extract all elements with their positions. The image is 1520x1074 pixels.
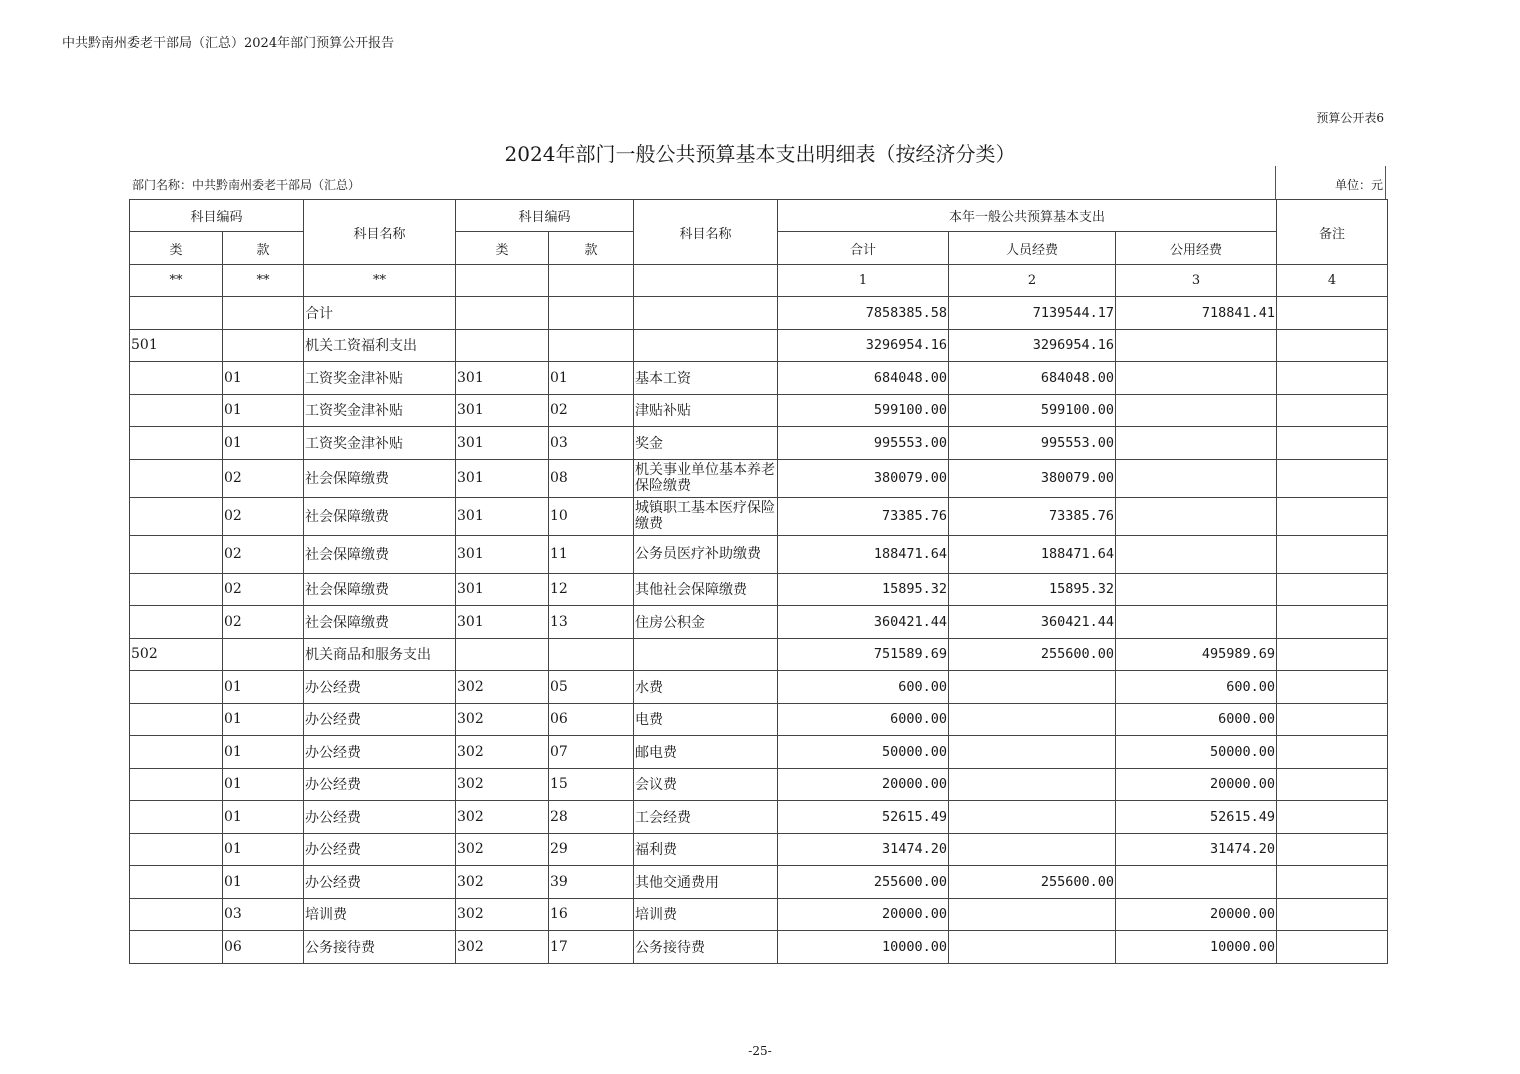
row-lei bbox=[130, 898, 223, 931]
row-econ-kuan: 15 bbox=[549, 768, 634, 801]
table-row bbox=[130, 606, 1388, 639]
row-lei bbox=[130, 866, 223, 899]
row-total: 73385.76 bbox=[778, 497, 949, 535]
row-econ-lei bbox=[456, 638, 549, 671]
row-econ-kuan: 05 bbox=[549, 671, 634, 704]
row-kuan: 01 bbox=[223, 703, 304, 736]
table-row bbox=[130, 671, 1388, 704]
row-lei bbox=[130, 931, 223, 964]
row-total: 20000.00 bbox=[778, 898, 949, 931]
row-kuan: 01 bbox=[223, 394, 304, 427]
row-econ-kuan: 16 bbox=[549, 898, 634, 931]
row-econ-lei: 302 bbox=[456, 833, 549, 866]
index-row bbox=[130, 265, 1388, 297]
table-row bbox=[130, 459, 1388, 497]
index-cell: 2 bbox=[949, 265, 1116, 297]
row-lei bbox=[130, 459, 223, 497]
row-personnel bbox=[949, 671, 1116, 704]
row-kuan: 02 bbox=[223, 459, 304, 497]
row-lei bbox=[130, 703, 223, 736]
row-total: 599100.00 bbox=[778, 394, 949, 427]
row-econ-lei: 301 bbox=[456, 497, 549, 535]
index-cell: ** bbox=[223, 265, 304, 297]
row-econ-lei: 302 bbox=[456, 703, 549, 736]
header-code-group-1: 科目编码 bbox=[130, 200, 304, 232]
header-total: 合计 bbox=[778, 232, 949, 265]
row-personnel bbox=[949, 703, 1116, 736]
row-subject-name: 公务接待费 bbox=[304, 931, 456, 964]
row-econ-kuan: 12 bbox=[549, 573, 634, 606]
index-cell bbox=[634, 265, 778, 297]
row-remark bbox=[1277, 427, 1388, 460]
row-econ-kuan: 10 bbox=[549, 497, 634, 535]
row-total: 600.00 bbox=[778, 671, 949, 704]
row-subject-name: 工资奖金津补贴 bbox=[304, 394, 456, 427]
row-public bbox=[1116, 606, 1277, 639]
row-subject-name: 社会保障缴费 bbox=[304, 573, 456, 606]
table-row bbox=[130, 703, 1388, 736]
row-total: 188471.64 bbox=[778, 535, 949, 573]
row-econ-kuan bbox=[549, 329, 634, 362]
row-econ-lei: 302 bbox=[456, 801, 549, 834]
table-row bbox=[130, 931, 1388, 964]
row-kuan: 02 bbox=[223, 497, 304, 535]
row-lei bbox=[130, 427, 223, 460]
row-remark bbox=[1277, 535, 1388, 573]
row-econ-name: 其他社会保障缴费 bbox=[634, 573, 778, 606]
row-total: 52615.49 bbox=[778, 801, 949, 834]
row-subject-name: 培训费 bbox=[304, 898, 456, 931]
table-row bbox=[130, 801, 1388, 834]
row-public bbox=[1116, 535, 1277, 573]
row-total: 15895.32 bbox=[778, 573, 949, 606]
row-subject-name: 办公经费 bbox=[304, 801, 456, 834]
row-personnel bbox=[949, 931, 1116, 964]
row-public: 52615.49 bbox=[1116, 801, 1277, 834]
row-public bbox=[1116, 497, 1277, 535]
row-lei bbox=[130, 768, 223, 801]
row-personnel: 360421.44 bbox=[949, 606, 1116, 639]
index-cell: 1 bbox=[778, 265, 949, 297]
table-row bbox=[130, 394, 1388, 427]
row-remark bbox=[1277, 898, 1388, 931]
row-econ-kuan: 39 bbox=[549, 866, 634, 899]
row-lei bbox=[130, 606, 223, 639]
row-remark bbox=[1277, 671, 1388, 704]
row-kuan: 02 bbox=[223, 606, 304, 639]
row-econ-name: 福利费 bbox=[634, 833, 778, 866]
row-public: 20000.00 bbox=[1116, 898, 1277, 931]
row-total: 995553.00 bbox=[778, 427, 949, 460]
row-personnel bbox=[949, 768, 1116, 801]
row-kuan: 01 bbox=[223, 833, 304, 866]
row-econ-lei: 301 bbox=[456, 459, 549, 497]
row-public: 20000.00 bbox=[1116, 768, 1277, 801]
row-lei bbox=[130, 297, 223, 330]
row-public bbox=[1116, 329, 1277, 362]
row-remark bbox=[1277, 638, 1388, 671]
row-public: 50000.00 bbox=[1116, 736, 1277, 769]
index-cell: 4 bbox=[1277, 265, 1388, 297]
index-cell: 3 bbox=[1116, 265, 1277, 297]
row-kuan: 01 bbox=[223, 671, 304, 704]
row-public: 31474.20 bbox=[1116, 833, 1277, 866]
row-econ-kuan: 17 bbox=[549, 931, 634, 964]
page-title: 2024年部门一般公共预算基本支出明细表（按经济分类） bbox=[504, 142, 1016, 166]
row-econ-kuan: 29 bbox=[549, 833, 634, 866]
row-econ-name: 电费 bbox=[634, 703, 778, 736]
table-row bbox=[130, 329, 1388, 362]
row-personnel: 73385.76 bbox=[949, 497, 1116, 535]
row-subject-name: 工资奖金津补贴 bbox=[304, 427, 456, 460]
row-remark bbox=[1277, 459, 1388, 497]
row-total: 255600.00 bbox=[778, 866, 949, 899]
table-row bbox=[130, 427, 1388, 460]
index-cell bbox=[549, 265, 634, 297]
row-lei bbox=[130, 535, 223, 573]
row-econ-name: 公务接待费 bbox=[634, 931, 778, 964]
row-public bbox=[1116, 866, 1277, 899]
row-public: 600.00 bbox=[1116, 671, 1277, 704]
header-kuan-2: 款 bbox=[549, 232, 634, 265]
row-lei: 501 bbox=[130, 329, 223, 362]
row-lei bbox=[130, 833, 223, 866]
row-kuan bbox=[223, 329, 304, 362]
row-lei bbox=[130, 671, 223, 704]
row-subject-name: 社会保障缴费 bbox=[304, 459, 456, 497]
unit-label: 单位：元 bbox=[1334, 178, 1383, 192]
row-econ-name: 公务员医疗补助缴费 bbox=[634, 535, 778, 573]
row-remark bbox=[1277, 736, 1388, 769]
row-econ-name: 其他交通费用 bbox=[634, 866, 778, 899]
row-public bbox=[1116, 427, 1277, 460]
table-row bbox=[130, 297, 1388, 330]
row-econ-name: 培训费 bbox=[634, 898, 778, 931]
table-row bbox=[130, 497, 1388, 535]
row-econ-kuan: 02 bbox=[549, 394, 634, 427]
row-econ-name: 住房公积金 bbox=[634, 606, 778, 639]
row-total: 751589.69 bbox=[778, 638, 949, 671]
row-kuan: 01 bbox=[223, 362, 304, 395]
table-row bbox=[130, 638, 1388, 671]
table-body bbox=[130, 200, 1388, 964]
row-econ-kuan: 03 bbox=[549, 427, 634, 460]
index-cell: ** bbox=[304, 265, 456, 297]
header-remark: 备注 bbox=[1277, 200, 1388, 265]
row-public bbox=[1116, 459, 1277, 497]
table-row bbox=[130, 736, 1388, 769]
row-subject-name: 工资奖金津补贴 bbox=[304, 362, 456, 395]
row-personnel: 995553.00 bbox=[949, 427, 1116, 460]
row-econ-lei: 301 bbox=[456, 606, 549, 639]
row-econ-kuan bbox=[549, 297, 634, 330]
row-econ-kuan: 01 bbox=[549, 362, 634, 395]
row-econ-name: 城镇职工基本医疗保险缴费 bbox=[634, 497, 778, 535]
row-personnel: 255600.00 bbox=[949, 866, 1116, 899]
header-row-1 bbox=[130, 200, 1388, 232]
row-remark bbox=[1277, 394, 1388, 427]
row-econ-lei: 302 bbox=[456, 898, 549, 931]
row-econ-name bbox=[634, 329, 778, 362]
row-subject-name: 社会保障缴费 bbox=[304, 606, 456, 639]
row-total: 31474.20 bbox=[778, 833, 949, 866]
row-lei bbox=[130, 736, 223, 769]
header-personnel: 人员经费 bbox=[949, 232, 1116, 265]
row-econ-name: 基本工资 bbox=[634, 362, 778, 395]
row-kuan: 01 bbox=[223, 768, 304, 801]
row-subject-name: 办公经费 bbox=[304, 833, 456, 866]
index-cell: ** bbox=[130, 265, 223, 297]
running-header: 中共黔南州委老干部局（汇总）2024年部门预算公开报告 bbox=[62, 36, 395, 51]
row-econ-kuan bbox=[549, 638, 634, 671]
row-econ-kuan: 07 bbox=[549, 736, 634, 769]
row-personnel: 15895.32 bbox=[949, 573, 1116, 606]
expenditure-table bbox=[129, 199, 1388, 964]
row-remark bbox=[1277, 833, 1388, 866]
table-row bbox=[130, 768, 1388, 801]
row-subject-name: 办公经费 bbox=[304, 736, 456, 769]
row-econ-lei bbox=[456, 297, 549, 330]
row-remark bbox=[1277, 703, 1388, 736]
row-subject-name: 办公经费 bbox=[304, 703, 456, 736]
row-remark bbox=[1277, 573, 1388, 606]
row-total: 360421.44 bbox=[778, 606, 949, 639]
row-subject-name: 社会保障缴费 bbox=[304, 497, 456, 535]
row-kuan: 01 bbox=[223, 427, 304, 460]
row-personnel: 188471.64 bbox=[949, 535, 1116, 573]
row-econ-lei: 301 bbox=[456, 362, 549, 395]
row-personnel: 684048.00 bbox=[949, 362, 1116, 395]
row-econ-name bbox=[634, 638, 778, 671]
row-econ-kuan: 13 bbox=[549, 606, 634, 639]
header-lei-2: 类 bbox=[456, 232, 549, 265]
row-remark bbox=[1277, 497, 1388, 535]
row-econ-lei: 301 bbox=[456, 573, 549, 606]
row-econ-name: 机关事业单位基本养老保险缴费 bbox=[634, 459, 778, 497]
row-econ-kuan: 28 bbox=[549, 801, 634, 834]
row-econ-name: 工会经费 bbox=[634, 801, 778, 834]
row-kuan: 06 bbox=[223, 931, 304, 964]
row-total: 7858385.58 bbox=[778, 297, 949, 330]
header-name-2: 科目名称 bbox=[634, 200, 778, 265]
department-name: 部门名称：中共黔南州委老干部局（汇总） bbox=[132, 178, 361, 192]
row-econ-lei: 302 bbox=[456, 736, 549, 769]
row-econ-kuan: 08 bbox=[549, 459, 634, 497]
header-lei-1: 类 bbox=[130, 232, 223, 265]
row-personnel bbox=[949, 801, 1116, 834]
row-total: 10000.00 bbox=[778, 931, 949, 964]
index-cell bbox=[456, 265, 549, 297]
row-econ-name: 奖金 bbox=[634, 427, 778, 460]
row-public bbox=[1116, 394, 1277, 427]
row-total: 3296954.16 bbox=[778, 329, 949, 362]
row-econ-lei: 301 bbox=[456, 427, 549, 460]
row-personnel bbox=[949, 833, 1116, 866]
header-name-1: 科目名称 bbox=[304, 200, 456, 265]
row-remark bbox=[1277, 329, 1388, 362]
row-econ-name: 津贴补贴 bbox=[634, 394, 778, 427]
row-personnel bbox=[949, 736, 1116, 769]
row-lei bbox=[130, 573, 223, 606]
row-total: 50000.00 bbox=[778, 736, 949, 769]
header-code-group-2: 科目编码 bbox=[456, 200, 634, 232]
row-kuan: 02 bbox=[223, 573, 304, 606]
row-public: 10000.00 bbox=[1116, 931, 1277, 964]
row-subject-name: 合计 bbox=[304, 297, 456, 330]
row-econ-name: 会议费 bbox=[634, 768, 778, 801]
row-econ-kuan: 11 bbox=[549, 535, 634, 573]
row-remark bbox=[1277, 931, 1388, 964]
row-lei bbox=[130, 497, 223, 535]
row-public bbox=[1116, 362, 1277, 395]
table-row bbox=[130, 833, 1388, 866]
row-subject-name: 机关工资福利支出 bbox=[304, 329, 456, 362]
row-kuan: 01 bbox=[223, 736, 304, 769]
row-econ-lei: 302 bbox=[456, 866, 549, 899]
row-kuan: 01 bbox=[223, 866, 304, 899]
row-personnel bbox=[949, 898, 1116, 931]
row-kuan: 03 bbox=[223, 898, 304, 931]
row-econ-lei: 302 bbox=[456, 768, 549, 801]
row-total: 380079.00 bbox=[778, 459, 949, 497]
row-lei bbox=[130, 394, 223, 427]
table-row bbox=[130, 898, 1388, 931]
row-subject-name: 机关商品和服务支出 bbox=[304, 638, 456, 671]
row-subject-name: 办公经费 bbox=[304, 671, 456, 704]
row-lei bbox=[130, 801, 223, 834]
row-subject-name: 社会保障缴费 bbox=[304, 535, 456, 573]
row-total: 684048.00 bbox=[778, 362, 949, 395]
table-row bbox=[130, 866, 1388, 899]
row-subject-name: 办公经费 bbox=[304, 866, 456, 899]
row-public bbox=[1116, 573, 1277, 606]
row-remark bbox=[1277, 801, 1388, 834]
row-kuan: 01 bbox=[223, 801, 304, 834]
row-public: 6000.00 bbox=[1116, 703, 1277, 736]
table-row bbox=[130, 362, 1388, 395]
row-econ-lei bbox=[456, 329, 549, 362]
row-remark bbox=[1277, 297, 1388, 330]
row-public: 495989.69 bbox=[1116, 638, 1277, 671]
row-personnel: 3296954.16 bbox=[949, 329, 1116, 362]
row-econ-lei: 301 bbox=[456, 535, 549, 573]
row-personnel: 255600.00 bbox=[949, 638, 1116, 671]
row-econ-name: 水费 bbox=[634, 671, 778, 704]
row-econ-name bbox=[634, 297, 778, 330]
row-lei: 502 bbox=[130, 638, 223, 671]
row-kuan bbox=[223, 297, 304, 330]
row-remark bbox=[1277, 606, 1388, 639]
row-econ-kuan: 06 bbox=[549, 703, 634, 736]
meta-row bbox=[129, 166, 1386, 199]
header-budget-group: 本年一般公共预算基本支出 bbox=[778, 200, 1277, 232]
row-public: 718841.41 bbox=[1116, 297, 1277, 330]
table-id: 预算公开表6 bbox=[1316, 111, 1384, 125]
table-row bbox=[130, 573, 1388, 606]
header-public: 公用经费 bbox=[1116, 232, 1277, 265]
row-personnel: 7139544.17 bbox=[949, 297, 1116, 330]
meta-divider bbox=[1275, 166, 1276, 199]
row-personnel: 380079.00 bbox=[949, 459, 1116, 497]
row-lei bbox=[130, 362, 223, 395]
row-econ-lei: 301 bbox=[456, 394, 549, 427]
row-total: 20000.00 bbox=[778, 768, 949, 801]
row-kuan: 02 bbox=[223, 535, 304, 573]
row-econ-lei: 302 bbox=[456, 671, 549, 704]
row-kuan bbox=[223, 638, 304, 671]
row-remark bbox=[1277, 768, 1388, 801]
row-econ-name: 邮电费 bbox=[634, 736, 778, 769]
page-number: -25- bbox=[748, 1044, 772, 1058]
table-row bbox=[130, 535, 1388, 573]
row-subject-name: 办公经费 bbox=[304, 768, 456, 801]
row-personnel: 599100.00 bbox=[949, 394, 1116, 427]
row-remark bbox=[1277, 866, 1388, 899]
row-econ-lei: 302 bbox=[456, 931, 549, 964]
row-total: 6000.00 bbox=[778, 703, 949, 736]
row-remark bbox=[1277, 362, 1388, 395]
header-kuan-1: 款 bbox=[223, 232, 304, 265]
